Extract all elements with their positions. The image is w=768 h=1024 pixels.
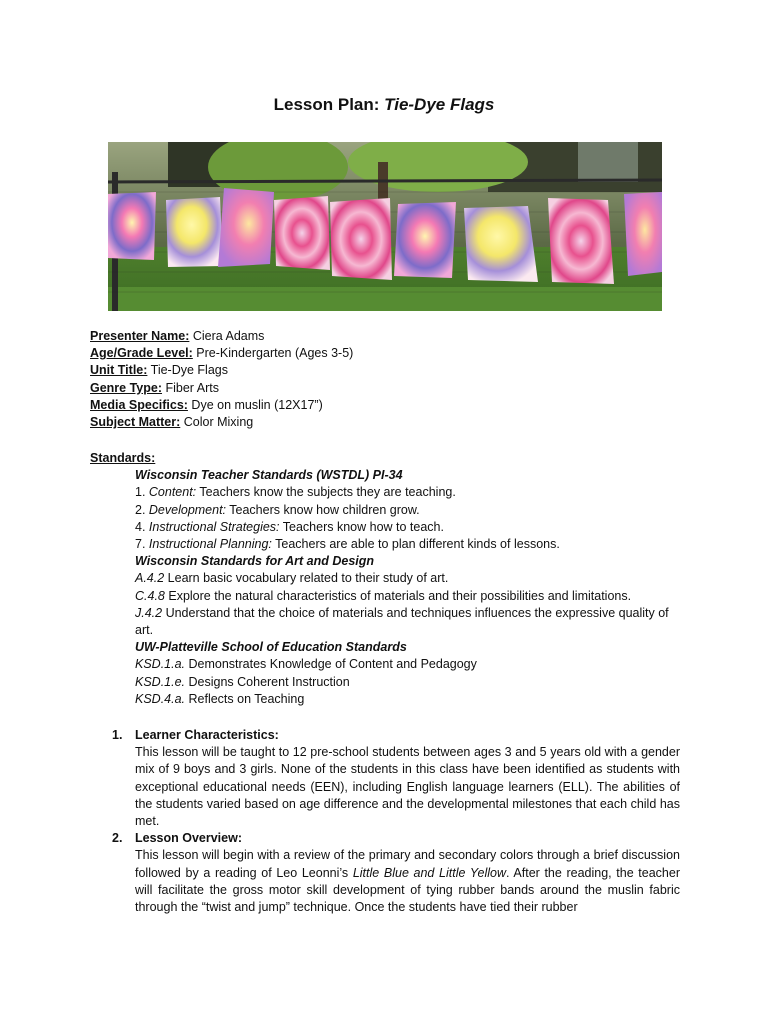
- section-paragraph: This lesson will be taught to 12 pre-school students between ages 3 and 5 years old with a gender mix of 9 boys and 3 girls. None of the students in this class have been identified as students with exceptional educational needs (EEN), including English language learners (ELL). The abilities of the students varied based on age difference and the developmental milestones that each child has met.: [135, 745, 680, 829]
- wstdl-item: 1. Content: Teachers know the subjects they are teaching.: [135, 485, 456, 500]
- art-standard-item: J.4.2 Understand that the choice of materials and techniques influences the expressive quality of art.: [135, 605, 669, 638]
- art-standard-item: A.4.2 Learn basic vocabulary related to their study of art.: [135, 571, 449, 586]
- book-title: Little Blue and Little Yellow: [352, 865, 506, 880]
- art-standard-item: C.4.8 Explore the natural characteristics of materials and their possibilities and limitations.: [135, 588, 632, 603]
- standards-heading: Standards:: [90, 451, 156, 465]
- section-paragraph: This lesson will begin with a review of the primary and secondary colors through a brief discussion followed by a reading of Leo Leonni’s Little Blue and Little Yellow. After the reading, the teacher will facilitate the gross motor skill development of tying rubber bands around the muslin fabric through the “twist and jump” technique. Once the students have tied their rubber: [135, 848, 680, 915]
- meta-subject: Subject Matter: Color Mixing: [90, 415, 254, 430]
- section-heading: Lesson Overview:: [135, 831, 242, 846]
- meta-age-grade: Age/Grade Level: Pre-Kindergarten (Ages 3-5): [90, 346, 354, 361]
- section-number: 2.: [112, 831, 123, 846]
- wstdl-heading: Wisconsin Teacher Standards (WSTDL) PI-34: [135, 468, 403, 483]
- wstdl-item: 4. Instructional Strategies: Teachers know how to teach.: [135, 519, 444, 534]
- wstdl-item: 7. Instructional Planning: Teachers are able to plan different kinds of lessons.: [135, 537, 560, 552]
- tie-dye-flags-photo: [108, 142, 662, 311]
- art-standards-heading: Wisconsin Standards for Art and Design: [135, 554, 375, 569]
- standards-section: [90, 450, 680, 708]
- uwp-standard-item: KSD.1.e. Designs Coherent Instruction: [135, 674, 350, 689]
- meta-presenter: Presenter Name: Ciera Adams: [90, 329, 265, 343]
- page-title: Lesson Plan: Tie-Dye Flags: [273, 95, 495, 114]
- uwp-standards-heading: UW-Platteville School of Education Standards: [135, 640, 407, 655]
- section-heading: Learner Characteristics:: [135, 728, 279, 742]
- uwp-standard-item: KSD.1.a. Demonstrates Knowledge of Content and Pedagogy: [135, 657, 477, 672]
- lesson-metadata: [90, 328, 353, 431]
- numbered-sections: [90, 727, 680, 916]
- meta-genre: Genre Type: Fiber Arts: [90, 380, 219, 395]
- wstdl-item: 2. Development: Teachers know how children grow.: [135, 502, 420, 517]
- uwp-standard-item: KSD.4.a. Reflects on Teaching: [135, 691, 305, 706]
- section-learner-characteristics: [90, 727, 680, 830]
- section-lesson-overview: [90, 830, 680, 916]
- section-number: 1.: [112, 728, 123, 742]
- meta-unit-title: Unit Title: Tie-Dye Flags: [90, 363, 228, 378]
- meta-media: Media Specifics: Dye on muslin (12X17”): [90, 397, 323, 412]
